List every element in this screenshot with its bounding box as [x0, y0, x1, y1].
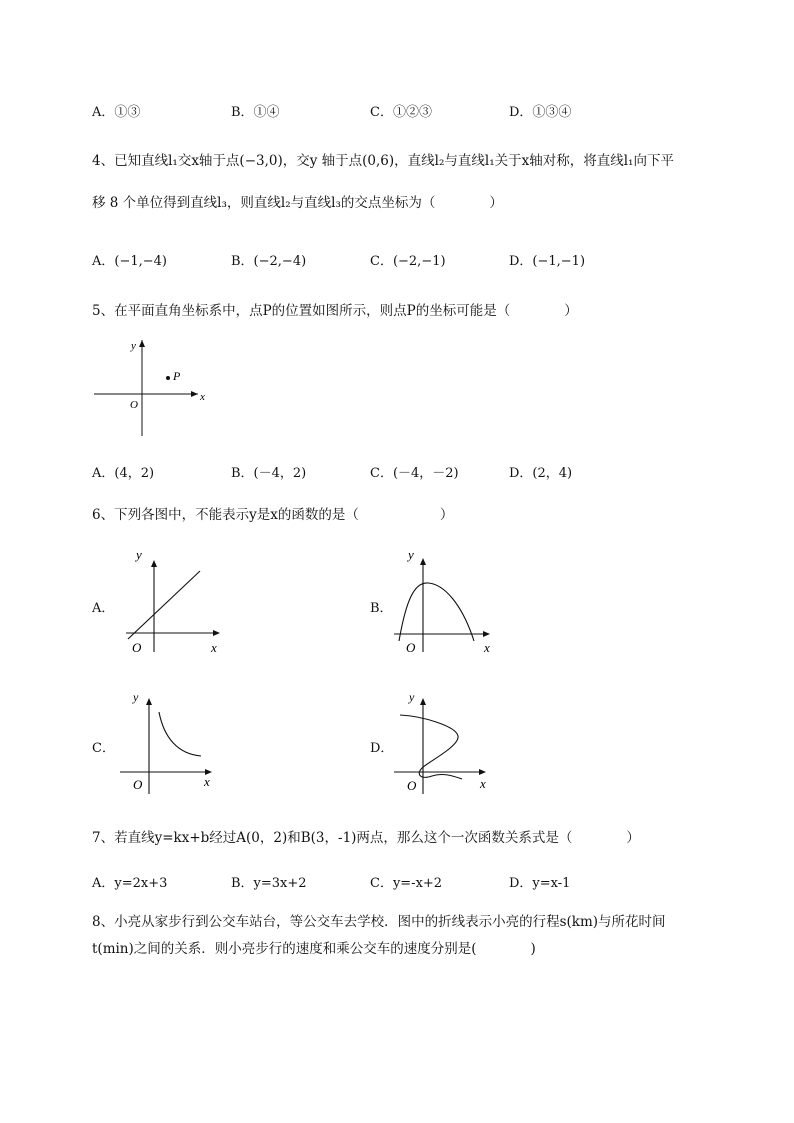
q5-origin-label: O	[130, 399, 138, 411]
q6-graph-b-parabola	[399, 583, 474, 641]
q6-graph-d-origin-label: O	[407, 778, 417, 793]
q6-graph-a-letter: A．	[92, 601, 115, 616]
q6-graph-a-origin-label: O	[132, 640, 142, 655]
q6-text: 6、下列各图中，不能表示y是x的函数的是（ ）	[92, 507, 454, 523]
q5-text: 5、在平面直角坐标系中，点P的位置如图所示，则点P的坐标可能是（ ）	[92, 303, 578, 319]
q6-graph-b-y-arrow	[420, 558, 426, 565]
q7-option-a: A．y=2x+3	[92, 876, 168, 891]
q7-option-c: C．y=-x+2	[370, 876, 443, 891]
q6-graph-b-x-label: x	[484, 640, 490, 655]
q6-graph-d-x-arrow	[479, 769, 486, 775]
q6-graph-a	[118, 546, 228, 658]
q6-graph-d-y-label: y	[409, 690, 415, 704]
q6-graph-c-y-arrow	[146, 698, 152, 705]
q6-graph-a-y-label: y	[136, 547, 142, 562]
q5-coordinate-figure	[90, 338, 220, 438]
q5-x-arrow	[191, 391, 198, 397]
q6-graph-c-curve	[159, 712, 201, 756]
q4-text-line1: 4、已知直线l₁交x轴于点(−3,0)，交y 轴于点(0,6)，直线l₂与直线l₁关于x轴对称，将直线l₁向下平	[92, 153, 674, 169]
q4-option-a: A．(−1,−4)	[92, 254, 167, 269]
q5-point-p	[166, 376, 170, 380]
q4-option-d: D．(−1,−1)	[509, 254, 586, 269]
q4-text-line2: 移 8 个单位得到直线l₃，则直线l₂与直线l₃的交点坐标为（ ）	[92, 195, 503, 211]
q3-option-d: D．①③④	[509, 105, 572, 120]
q3-option-c: C．①②③	[370, 105, 432, 120]
q6-graph-b-y-label: y	[408, 547, 414, 562]
q6-graph-d-letter: D．	[370, 741, 394, 756]
q6-graph-a-line	[128, 571, 200, 639]
q3-option-a: A．①③	[92, 105, 141, 120]
q6-graph-d-y-arrow	[420, 698, 426, 705]
q5-option-c: C．(－4，－2)	[370, 466, 459, 481]
q6-graph-c-y-label: y	[133, 690, 139, 704]
q4-option-c: C．(−2,−1)	[370, 254, 446, 269]
q7-text: 7、若直线y=kx+b经过A(0，2)和B(3，-1)两点，那么这个一次函数关系式是（ ）	[92, 830, 640, 846]
q5-option-b: B．(－4，2)	[231, 466, 307, 481]
q5-y-arrow	[139, 340, 145, 347]
q6-graph-c	[118, 688, 228, 800]
q6-graph-d	[392, 688, 502, 800]
q6-graph-a-x-arrow	[213, 630, 220, 636]
q5-point-label: P	[173, 369, 181, 383]
q5-option-a: A．(4，2)	[92, 466, 155, 481]
q4-option-b: B．(−2,−4)	[231, 254, 307, 269]
q6-graph-c-letter: C．	[92, 741, 115, 756]
q6-graph-b-letter: B．	[370, 601, 393, 616]
q6-graph-a-x-label: x	[211, 640, 217, 655]
q6-graph-d-x-label: x	[480, 776, 486, 791]
q5-y-label: y	[131, 340, 136, 352]
q7-option-b: B．y=3x+2	[231, 876, 307, 891]
q6-graph-a-y-arrow	[151, 560, 157, 567]
q6-graph-b-x-arrow	[483, 631, 490, 637]
q8-text-line1: 8、小亮从家步行到公交车站台，等公交车去学校．图中的折线表示小亮的行程s(km)与所花时间	[92, 914, 666, 930]
q3-option-b: B．①④	[231, 105, 280, 120]
q6-graph-c-x-label: x	[204, 774, 210, 789]
q6-graph-b-origin-label: O	[406, 640, 416, 655]
q6-graph-b	[392, 546, 502, 658]
q6-graph-c-origin-label: O	[133, 777, 143, 792]
q6-graph-d-curve	[400, 715, 462, 779]
q5-x-label: x	[200, 391, 205, 403]
q5-option-d: D．(2，4)	[509, 466, 573, 481]
q7-option-d: D．y=x-1	[509, 876, 571, 891]
q8-text-line2: t(min)之间的关系．则小亮步行的速度和乘公交车的速度分别是( )	[92, 941, 536, 957]
